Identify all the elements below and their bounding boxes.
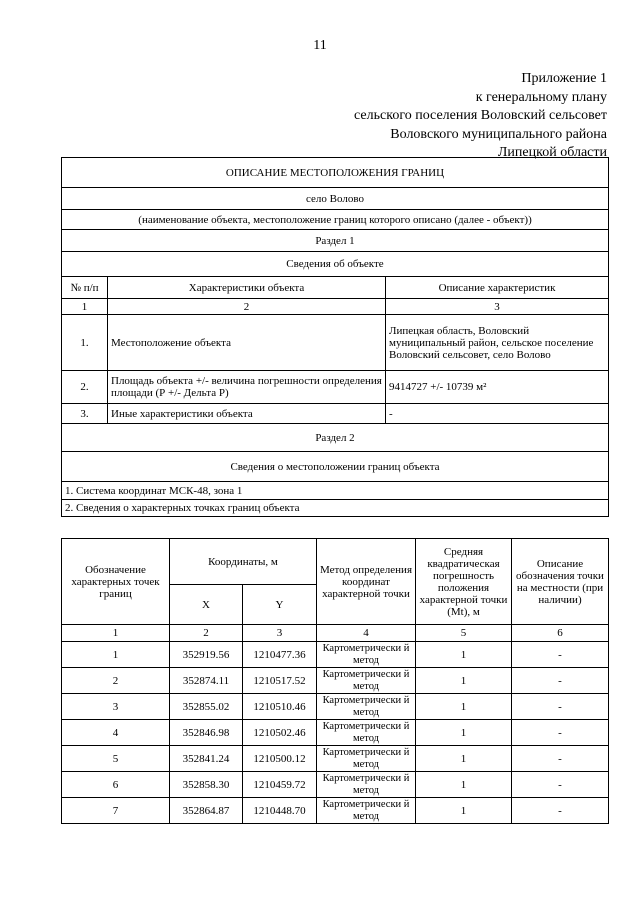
header-characteristic: Характеристики объекта — [108, 277, 386, 299]
object-info-table — [61, 157, 609, 517]
section2-label: Раздел 2 — [62, 424, 609, 452]
point-id: 3 — [62, 694, 170, 720]
point-y: 1210502.46 — [243, 720, 317, 746]
row-num: 1. — [62, 315, 108, 371]
header-coordinates: Координаты, м — [170, 539, 317, 585]
point-method: Картометрически й метод — [317, 772, 416, 798]
point-id: 4 — [62, 720, 170, 746]
point-accuracy: 1 — [416, 720, 512, 746]
point-method: Картометрически й метод — [317, 746, 416, 772]
row-characteristic: Площадь объекта +/- величина погрешности определения площади (Р +/- Дельта Р) — [108, 371, 386, 404]
point-accuracy: 1 — [416, 746, 512, 772]
row-value: - — [386, 404, 609, 424]
table-row — [62, 694, 609, 720]
row-value: Липецкая область, Воловский муниципальный район, сельское поселение Воловский сельсовет, село Волово — [386, 315, 609, 371]
table-row — [62, 746, 609, 772]
appendix-line: Воловского муниципального района — [390, 126, 607, 142]
point-x: 352874.11 — [170, 668, 243, 694]
point-description: - — [512, 772, 609, 798]
col-number-row — [62, 625, 609, 642]
points-caption: 2. Сведения о характерных точках границ объекта — [62, 500, 609, 517]
header-y: Y — [243, 585, 317, 625]
point-y: 1210510.46 — [243, 694, 317, 720]
col-number: 2 — [108, 299, 386, 315]
table-row — [62, 668, 609, 694]
row-characteristic: Иные характеристики объекта — [108, 404, 386, 424]
point-accuracy: 1 — [416, 798, 512, 824]
section1-heading: Сведения об объекте — [62, 252, 609, 277]
row-value: 9414727 +/- 10739 м² — [386, 371, 609, 404]
table-row — [62, 798, 609, 824]
appendix-line: к генеральному плану — [475, 89, 607, 105]
table-row — [62, 315, 609, 371]
header-num: № п/п — [62, 277, 108, 299]
point-id: 1 — [62, 642, 170, 668]
col-number: 3 — [243, 625, 317, 642]
point-y: 1210477.36 — [243, 642, 317, 668]
table-row — [62, 772, 609, 798]
point-x: 352841.24 — [170, 746, 243, 772]
col-number: 1 — [62, 625, 170, 642]
point-y: 1210500.12 — [243, 746, 317, 772]
table-row — [62, 720, 609, 746]
point-description: - — [512, 668, 609, 694]
appendix-line: Липецкой области — [497, 145, 607, 160]
page-number: 11 — [313, 38, 327, 53]
appendix-header — [354, 70, 607, 163]
point-method: Картометрически й метод — [317, 642, 416, 668]
row-characteristic: Местоположение объекта — [108, 315, 386, 371]
col-number: 2 — [170, 625, 243, 642]
col-number: 5 — [416, 625, 512, 642]
coord-system: 1. Система координат МСК-48, зона 1 — [62, 482, 609, 500]
point-x: 352855.02 — [170, 694, 243, 720]
document-title: ОПИСАНИЕ МЕСТОПОЛОЖЕНИЯ ГРАНИЦ — [62, 158, 609, 188]
point-method: Картометрически й метод — [317, 798, 416, 824]
boundary-points-table — [61, 538, 609, 824]
point-id: 6 — [62, 772, 170, 798]
point-x: 352858.30 — [170, 772, 243, 798]
col-number: 3 — [386, 299, 609, 315]
point-x: 352864.87 — [170, 798, 243, 824]
point-method: Картометрически й метод — [317, 668, 416, 694]
point-x: 352846.98 — [170, 720, 243, 746]
appendix-line: сельского поселения Воловский сельсовет — [354, 108, 607, 123]
point-id: 2 — [62, 668, 170, 694]
point-accuracy: 1 — [416, 694, 512, 720]
header-designation: Обозначение характерных точек границ — [62, 539, 170, 625]
header-description: Описание характеристик — [386, 277, 609, 299]
row-num: 3. — [62, 404, 108, 424]
section1-label: Раздел 1 — [62, 230, 609, 252]
point-description: - — [512, 694, 609, 720]
point-y: 1210459.72 — [243, 772, 317, 798]
point-id: 5 — [62, 746, 170, 772]
point-accuracy: 1 — [416, 772, 512, 798]
col-number-row — [62, 299, 609, 315]
table-row — [62, 404, 609, 424]
point-method: Картометрически й метод — [317, 720, 416, 746]
point-x: 352919.56 — [170, 642, 243, 668]
section2-heading: Сведения о местоположении границ объекта — [62, 452, 609, 482]
point-description: - — [512, 746, 609, 772]
point-description: - — [512, 642, 609, 668]
col-number: 6 — [512, 625, 609, 642]
point-description: - — [512, 798, 609, 824]
col-number: 1 — [62, 299, 108, 315]
point-y: 1210517.52 — [243, 668, 317, 694]
table-header-row — [62, 277, 609, 299]
header-method: Метод определения координат характерной точки — [317, 539, 416, 625]
header-x: X — [170, 585, 243, 625]
header-accuracy: Средняя квадратическая погрешность положения характерной точки (Mt), м — [416, 539, 512, 625]
point-description: - — [512, 720, 609, 746]
point-accuracy: 1 — [416, 668, 512, 694]
point-y: 1210448.70 — [243, 798, 317, 824]
point-id: 7 — [62, 798, 170, 824]
object-name: село Волово — [62, 188, 609, 210]
appendix-line: Приложение 1 — [521, 71, 607, 86]
header-point-description: Описание обозначения точки на местности (при наличии) — [512, 539, 609, 625]
point-method: Картометрически й метод — [317, 694, 416, 720]
object-caption: (наименование объекта, местоположение границ которого описано (далее - объект)) — [62, 210, 609, 230]
row-num: 2. — [62, 371, 108, 404]
table-row — [62, 642, 609, 668]
point-accuracy: 1 — [416, 642, 512, 668]
col-number: 4 — [317, 625, 416, 642]
table-row — [62, 371, 609, 404]
